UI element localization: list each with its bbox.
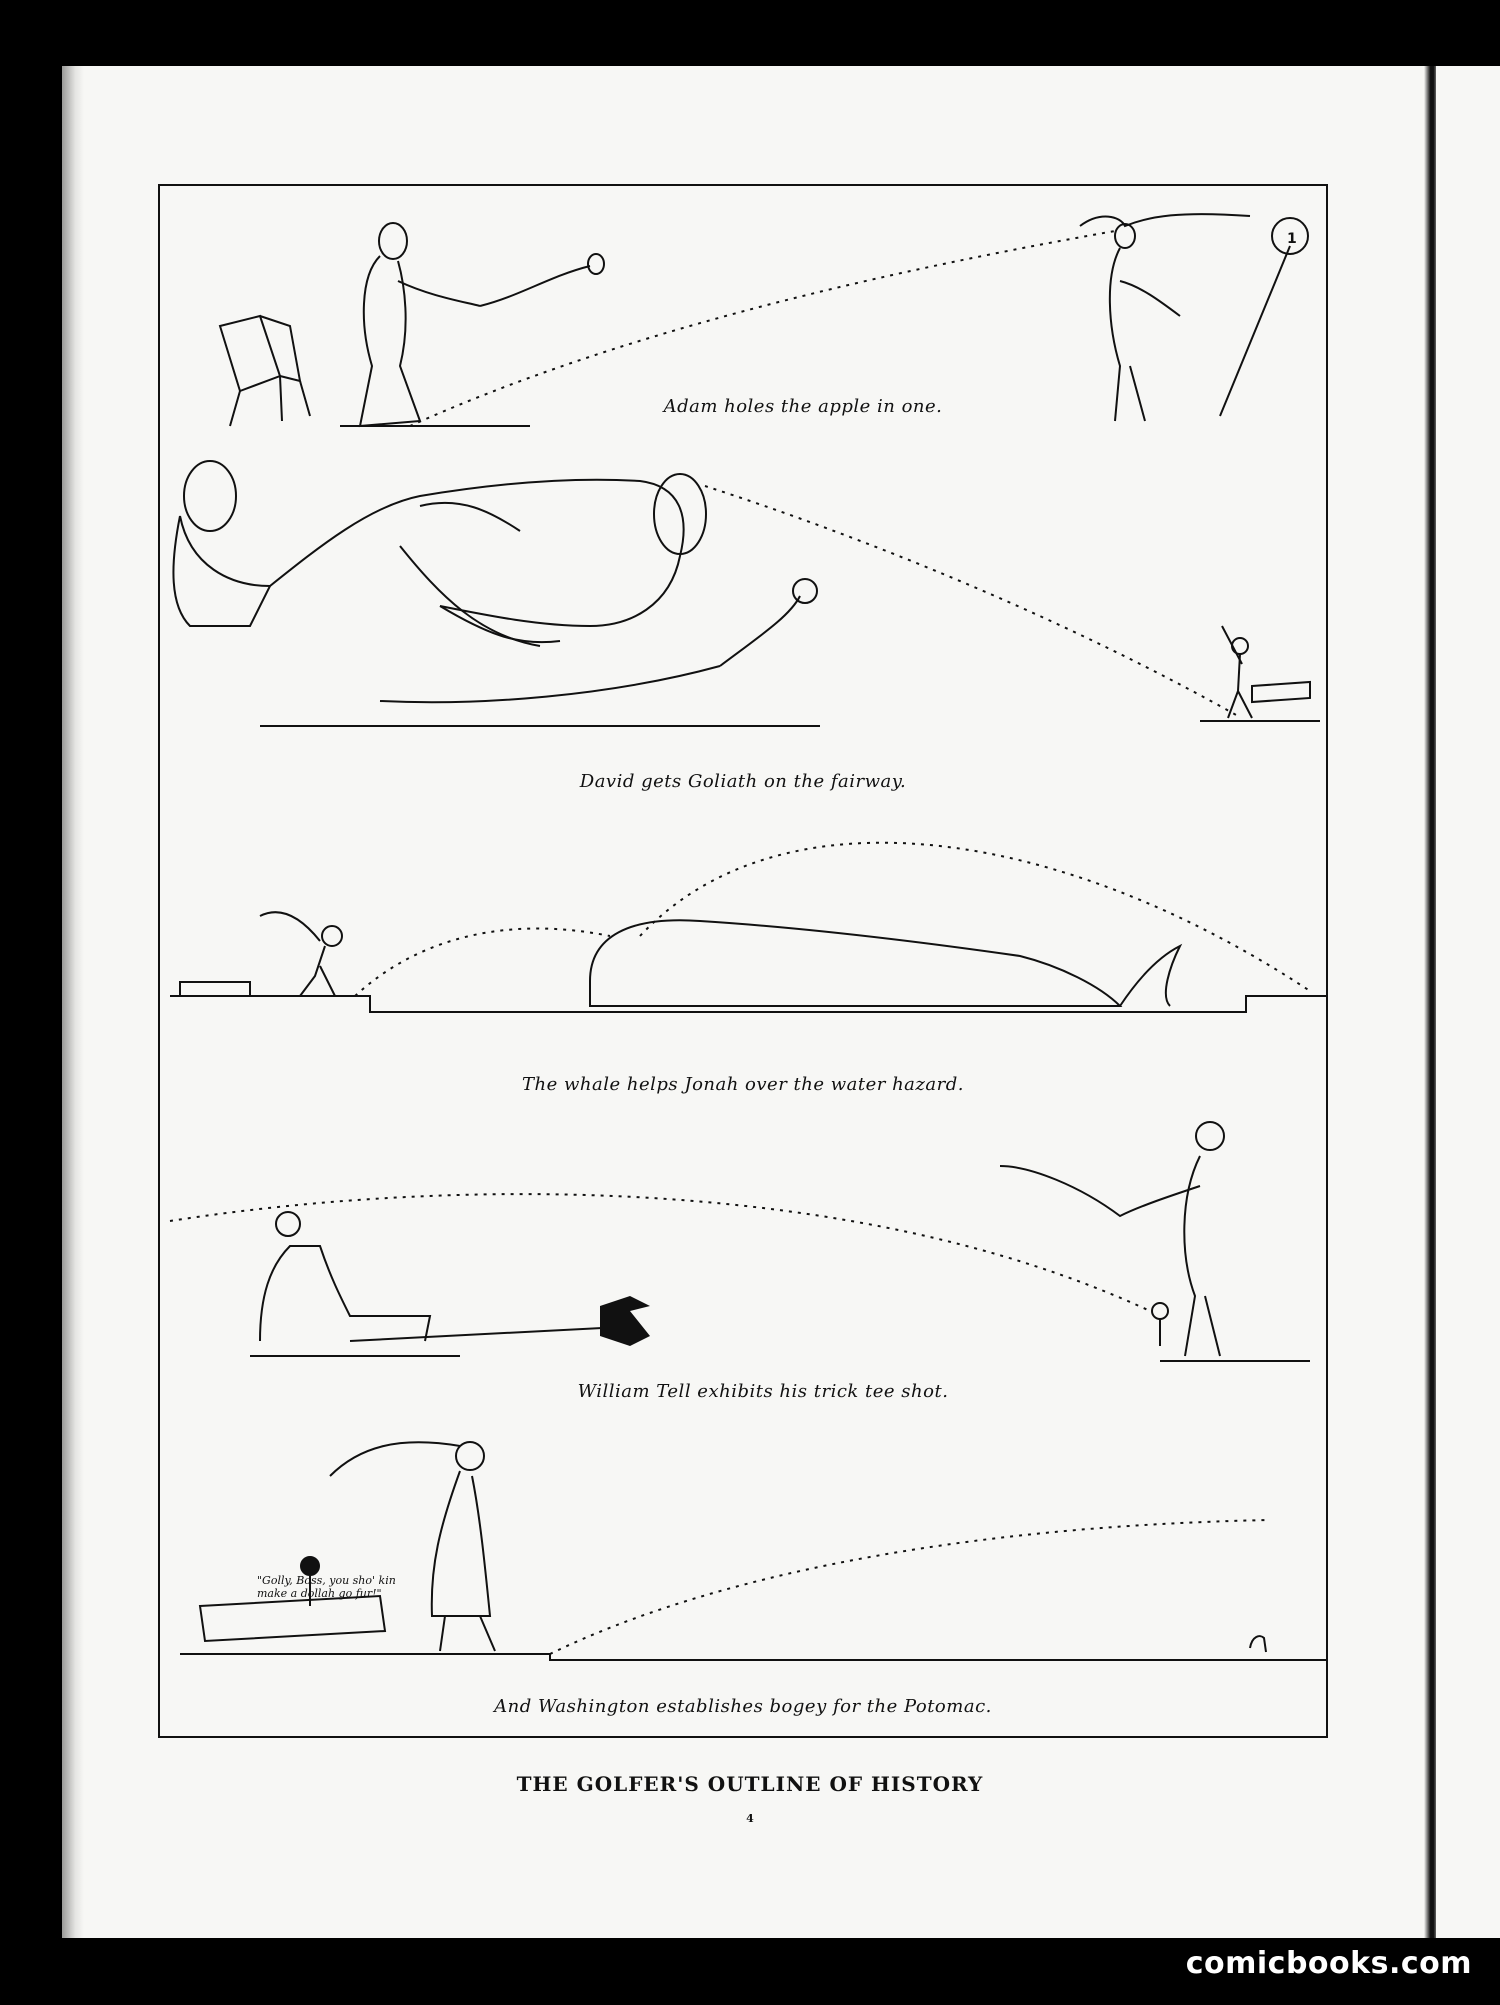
whale-illustration bbox=[160, 806, 1326, 1096]
page-title: THE GOLFER'S OUTLINE OF HISTORY bbox=[516, 1772, 984, 1796]
speech-bubble: "Golly, Boss, you sho' kin make a dollah go fur!" bbox=[257, 1574, 396, 1600]
panel-david bbox=[160, 436, 1326, 806]
page-edge bbox=[62, 66, 84, 1938]
page-number: 4 bbox=[746, 1812, 754, 1825]
caption-david: David gets Goliath on the fairway. bbox=[579, 771, 907, 792]
washington-illustration bbox=[160, 1406, 1326, 1740]
caption-tell: William Tell exhibits his trick tee shot. bbox=[577, 1381, 949, 1402]
facing-page bbox=[1436, 66, 1500, 1938]
panel-tell bbox=[160, 1096, 1326, 1406]
cartoon-frame bbox=[158, 184, 1328, 1738]
panel-washington bbox=[160, 1406, 1326, 1740]
site-watermark: comicbooks.com bbox=[1185, 1946, 1472, 1981]
william-tell-illustration bbox=[160, 1096, 1326, 1406]
flag-number: 1 bbox=[1287, 231, 1297, 247]
panel-adam bbox=[160, 186, 1326, 436]
goliath-illustration bbox=[160, 436, 1326, 806]
caption-jonah: The whale helps Jonah over the water hazard. bbox=[522, 1074, 964, 1095]
caption-washington: And Washington establishes bogey for the Potomac. bbox=[494, 1696, 992, 1717]
caption-adam: Adam holes the apple in one. bbox=[663, 396, 943, 417]
panel-jonah bbox=[160, 806, 1326, 1096]
